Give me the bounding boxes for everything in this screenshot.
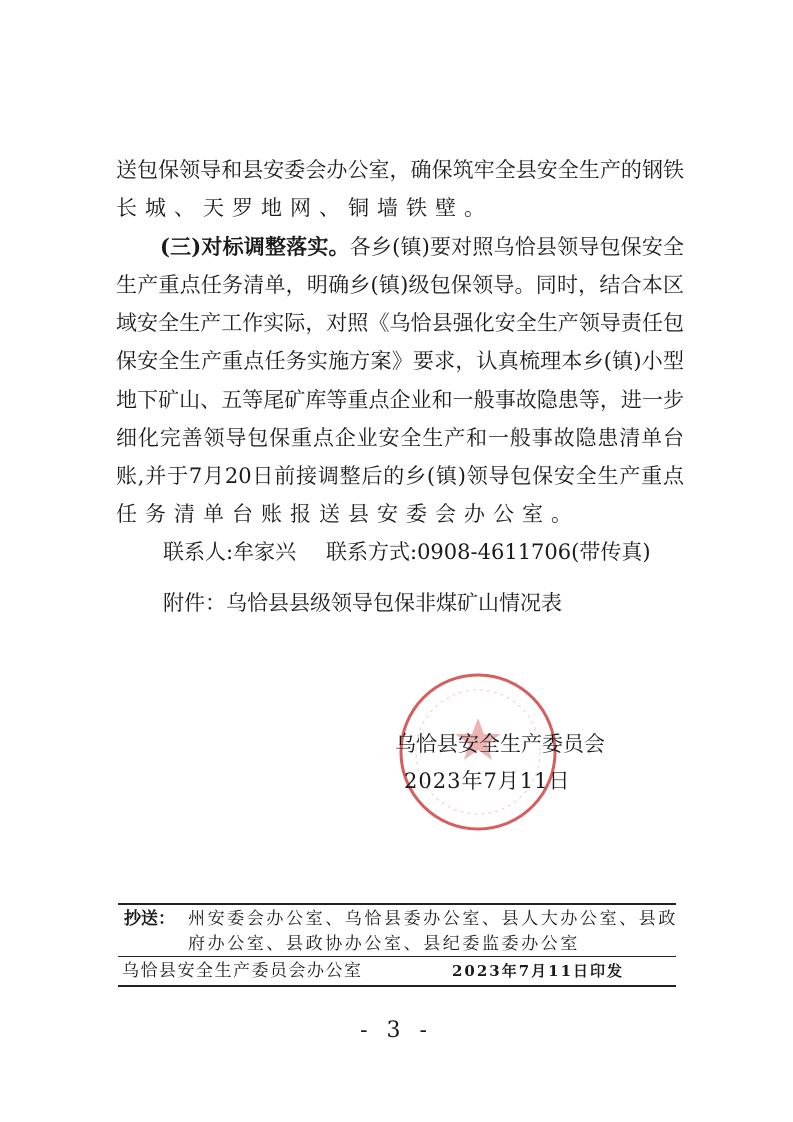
divider <box>118 985 676 987</box>
contact-person: 联系人:牟家兴 <box>163 540 297 564</box>
attachment: 附件：乌恰县县级领导包保非煤矿山情况表 <box>163 591 562 615</box>
body-line: 任务清单台账报送县安委会办公室。 <box>116 502 580 526</box>
section-heading: (三)对标调整落实。 <box>160 234 350 259</box>
body-line: 地下矿山、五等尾矿库等重点企业和一般事故隐患等，进一步 <box>116 388 684 412</box>
body-line: 保安全生产重点任务实施方案》要求，认真梳理本乡(镇)小型 <box>116 349 684 373</box>
issuer: 乌恰县安全生产委员会办公室 <box>122 961 363 981</box>
divider <box>118 903 676 905</box>
cc-line: 州安委会办公室、乌恰县委办公室、县人大办公室、县政 <box>188 909 678 929</box>
cc-label: 抄送： <box>124 909 175 929</box>
body-line: 域安全生产工作实际，对照《乌恰县强化安全生产领导责任包 <box>116 311 684 335</box>
page-number: - 3 - <box>360 1018 433 1043</box>
body-line: 生产重点任务清单，明确乡(镇)级包保领导。同时，结合本区 <box>116 273 684 297</box>
issue-date: 2023年7月11日印发 <box>452 962 625 980</box>
signature-date: 2023年7月11日 <box>404 769 571 793</box>
contact-method: 联系方式:0908-4611706(带传真) <box>326 540 651 564</box>
body-line: 账,并于7月20日前接调整后的乡(镇)领导包保安全生产重点 <box>116 464 684 488</box>
section-text: 各乡(镇)要对照乌恰县领导包保安全 <box>349 235 685 259</box>
body-line: 细化完善领导包保重点企业安全生产和一般事故隐患清单台 <box>116 426 684 450</box>
section-paragraph-start <box>160 234 684 260</box>
divider <box>118 956 676 957</box>
body-line: 长城、天罗地网、铜墙铁壁。 <box>116 196 493 220</box>
signature-org: 乌恰县安全生产委员会 <box>395 732 605 756</box>
body-line: 送包保领导和县安委会办公室，确保筑牢全县安全生产的钢铁 <box>116 158 684 182</box>
cc-line: 府办公室、县政协办公室、县纪委监委办公室 <box>188 934 580 954</box>
